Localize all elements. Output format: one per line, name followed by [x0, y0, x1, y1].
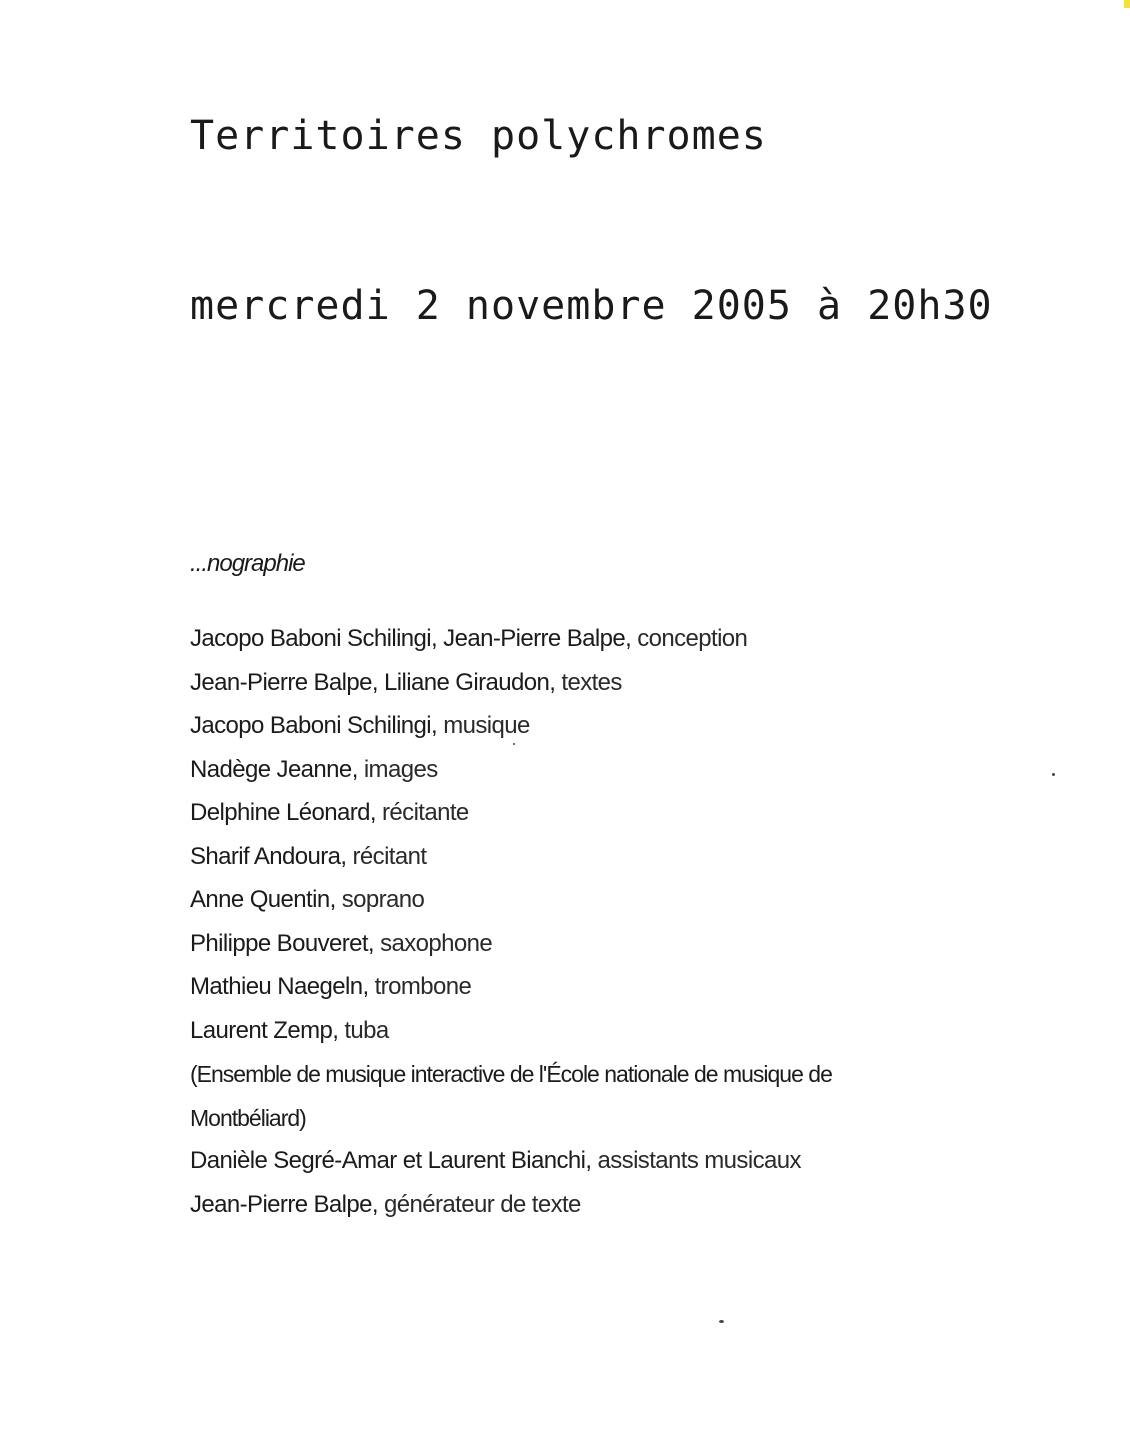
credit-separator: ,	[625, 625, 638, 652]
credit-names: Jean-Pierre Balpe, Liliane Giraudon	[190, 668, 550, 696]
credit-role: assistants musicaux	[597, 1147, 801, 1174]
credit-role: trombone	[374, 973, 472, 1000]
credit-note-text: (Ensemble de musique interactive de l'École nationale de musique de	[190, 1061, 832, 1087]
credit-names: Jacopo Baboni Schilingi, Jean-Pierre Balpe	[190, 625, 626, 652]
credit-line	[190, 925, 950, 969]
credit-separator: ,	[340, 842, 353, 870]
credit-separator: ,	[329, 886, 342, 913]
credit-note-line	[190, 1099, 950, 1143]
credit-role: récitante	[382, 799, 469, 826]
credit-role: soprano	[341, 886, 425, 913]
credit-names: Mathieu Naegeln	[190, 973, 363, 1000]
credit-names: Danièle Segré-Amar et Laurent Bianchi	[190, 1147, 586, 1174]
credit-line	[190, 1012, 950, 1056]
credit-separator: ,	[362, 973, 375, 1000]
credit-names: Nadège Jeanne	[190, 755, 352, 783]
credit-names: Sharif Andoura	[190, 842, 341, 870]
credit-role: tuba	[344, 1016, 389, 1044]
credit-role: musique	[443, 712, 530, 739]
credit-line	[190, 838, 950, 882]
credit-separator: ,	[351, 755, 364, 783]
credit-line	[190, 1186, 950, 1230]
scan-speck	[513, 743, 515, 745]
credit-role: générateur de texte	[384, 1190, 581, 1218]
credit-names: Jean-Pierre Balpe	[190, 1190, 372, 1218]
credit-note-line	[190, 1055, 950, 1099]
credit-names: Delphine Léonard	[190, 799, 370, 826]
section-heading: ...nographie	[190, 550, 305, 577]
credit-names: Laurent Zemp	[190, 1016, 333, 1044]
scan-speck	[719, 1320, 724, 1323]
scan-speck	[1052, 773, 1055, 776]
credit-line	[190, 1142, 950, 1186]
credit-names: Jacopo Baboni Schilingi	[190, 712, 432, 739]
credit-role: textes	[561, 668, 622, 696]
credit-line	[190, 620, 950, 664]
credit-line	[190, 751, 950, 795]
event-date: mercredi 2 novembre 2005 à 20h30	[190, 283, 993, 329]
page-title: Territoires polychromes	[190, 113, 767, 159]
corner-mark	[1124, 0, 1130, 8]
credit-separator: ,	[367, 929, 381, 957]
credit-note-text: Montbéliard)	[190, 1104, 306, 1131]
credit-line	[190, 664, 950, 708]
credit-role: saxophone	[380, 929, 493, 957]
credit-line	[190, 881, 950, 925]
credit-role: images	[363, 755, 438, 783]
credit-separator: ,	[369, 799, 383, 826]
credit-line	[190, 707, 950, 751]
credit-separator: ,	[585, 1147, 598, 1174]
credit-role: récitant	[352, 842, 427, 870]
credit-names: Anne Quentin	[190, 886, 330, 913]
credit-separator: ,	[431, 712, 444, 739]
credit-line	[190, 968, 950, 1012]
credit-line	[190, 794, 950, 838]
credit-names: Philippe Bouveret	[190, 929, 368, 957]
credits-list	[190, 620, 950, 1229]
credit-separator: ,	[332, 1016, 345, 1044]
credit-separator: ,	[371, 1190, 385, 1218]
credit-role: conception	[637, 625, 748, 652]
credit-separator: ,	[549, 668, 562, 696]
